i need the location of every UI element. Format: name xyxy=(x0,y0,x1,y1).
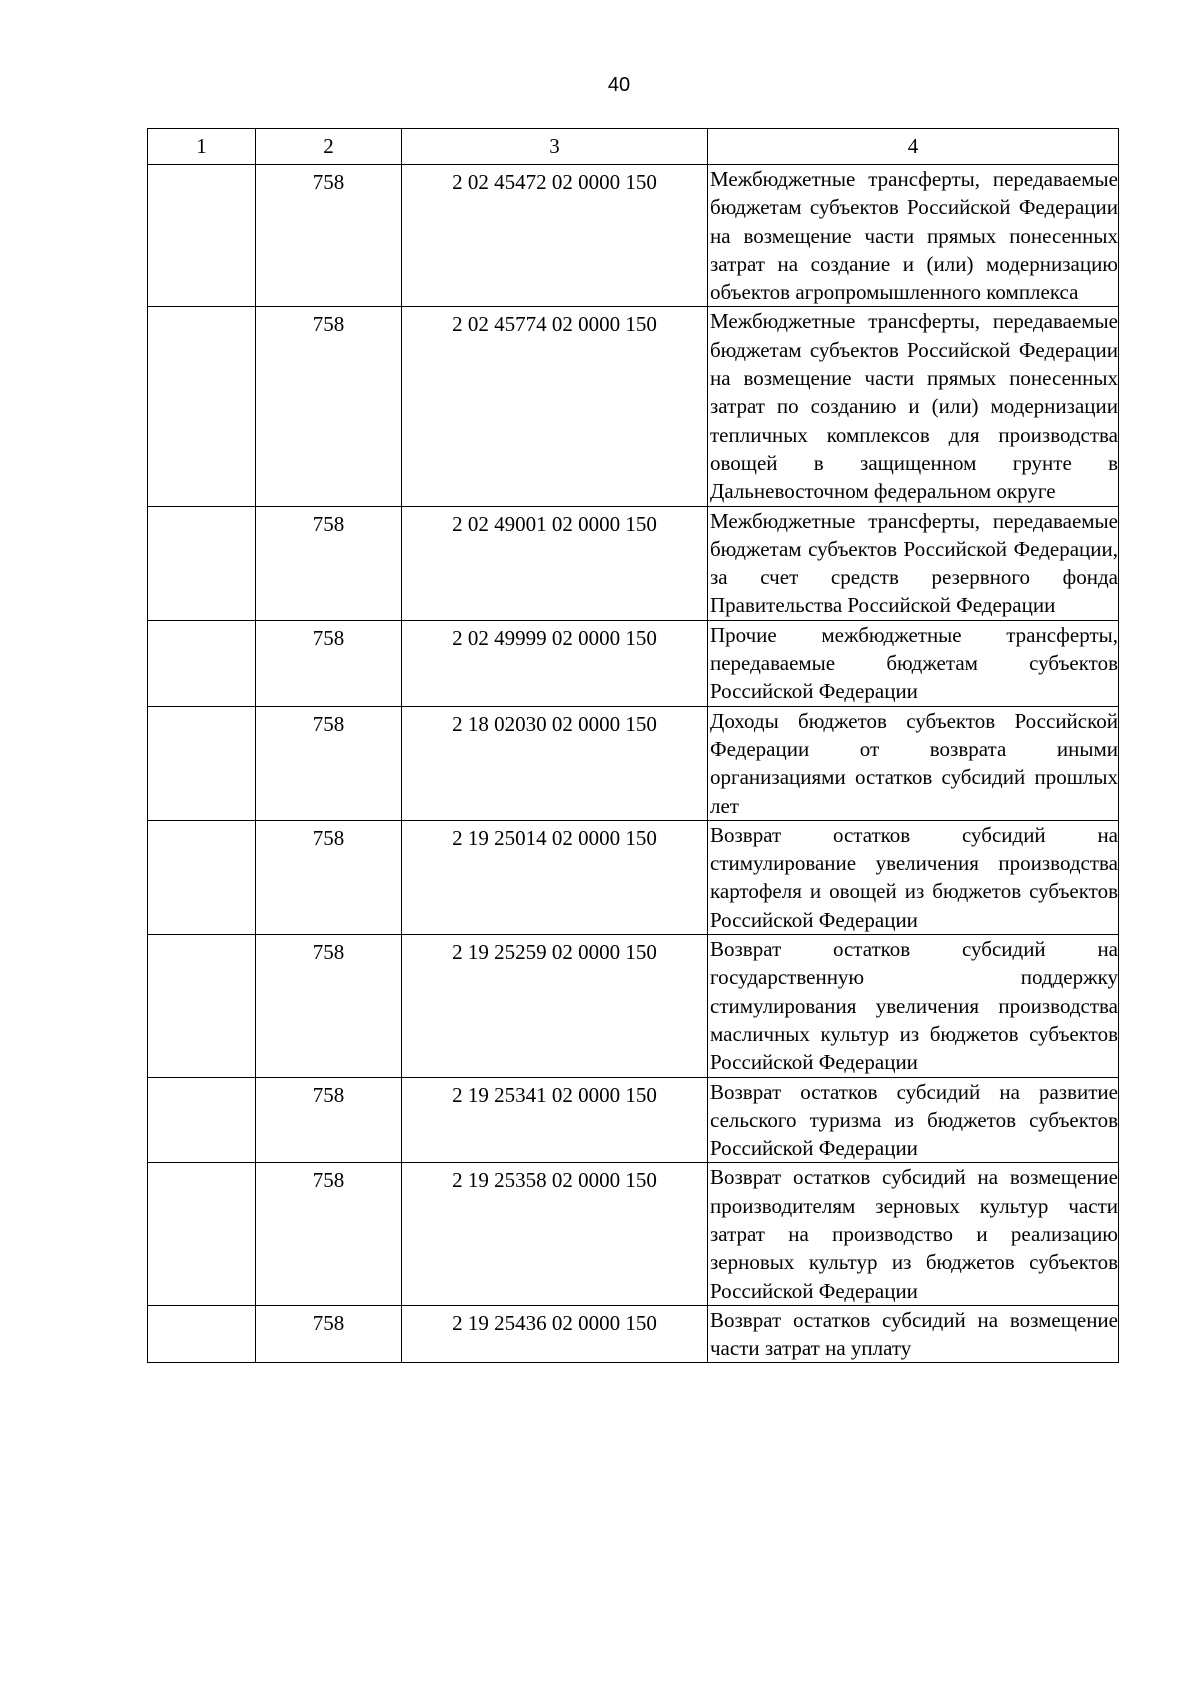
description-text: Межбюджетные трансферты, передаваемые бюджетам субъектов Российской Федерации на возмещение части прямых понесенных затрат по созданию и (или) модернизации тепличных комплексов для производства овощей в защищенном грунте в Дальневосточном федеральном округе xyxy=(710,309,1118,504)
admin-code-cell: 758 xyxy=(256,820,402,934)
row-empty-cell xyxy=(148,620,256,706)
row-empty-cell xyxy=(148,820,256,934)
budget-code-cell: 2 19 25358 02 0000 150 xyxy=(402,1163,708,1305)
description-cell xyxy=(708,506,1119,620)
budget-code-cell: 2 02 49001 02 0000 150 xyxy=(402,506,708,620)
description-cell xyxy=(708,307,1119,506)
column-header-1: 1 xyxy=(148,129,256,165)
table-header-row xyxy=(148,129,1119,165)
budget-codes-table xyxy=(147,128,1119,1363)
admin-code-cell: 758 xyxy=(256,935,402,1077)
row-empty-cell xyxy=(148,935,256,1077)
description-text: Возврат остатков субсидий на возмещение производителям зерновых культур части затрат на производство и реализацию зерновых культур из бюджетов субъектов Российской Федерации xyxy=(710,1165,1118,1303)
table-row xyxy=(148,706,1119,820)
admin-code-cell: 758 xyxy=(256,706,402,820)
budget-code-cell: 2 02 45774 02 0000 150 xyxy=(402,307,708,506)
budget-code-cell: 2 19 25014 02 0000 150 xyxy=(402,820,708,934)
description-cell xyxy=(708,706,1119,820)
admin-code-cell: 758 xyxy=(256,1077,402,1163)
budget-code-cell: 2 02 49999 02 0000 150 xyxy=(402,620,708,706)
admin-code-cell: 758 xyxy=(256,1305,402,1363)
budget-code-cell: 2 19 25259 02 0000 150 xyxy=(402,935,708,1077)
description-cell xyxy=(708,1305,1119,1363)
budget-code-cell: 2 19 25341 02 0000 150 xyxy=(402,1077,708,1163)
table-row xyxy=(148,1163,1119,1305)
column-header-4: 4 xyxy=(708,129,1119,165)
description-text: Межбюджетные трансферты, передаваемые бюджетам субъектов Российской Федерации, за счет средств резервного фонда Правительства Российской Федерации xyxy=(710,508,1118,618)
description-cell xyxy=(708,935,1119,1077)
budget-code-cell: 2 18 02030 02 0000 150 xyxy=(402,706,708,820)
description-text: Межбюджетные трансферты, передаваемые бюджетам субъектов Российской Федерации на возмещение части прямых понесенных затрат на создание и (или) модернизацию объектов агропромышленного комплекса xyxy=(710,167,1118,305)
table-row xyxy=(148,165,1119,307)
description-cell xyxy=(708,620,1119,706)
row-empty-cell xyxy=(148,1305,256,1363)
description-text: Возврат остатков субсидий на государственную поддержку стимулирования увеличения производства масличных культур из бюджетов субъектов Российской Федерации xyxy=(710,937,1118,1075)
budget-code-cell: 2 02 45472 02 0000 150 xyxy=(402,165,708,307)
table-row xyxy=(148,820,1119,934)
description-cell xyxy=(708,165,1119,307)
row-empty-cell xyxy=(148,307,256,506)
description-cell xyxy=(708,1163,1119,1305)
admin-code-cell: 758 xyxy=(256,1163,402,1305)
table-row xyxy=(148,1077,1119,1163)
description-cell xyxy=(708,1077,1119,1163)
row-empty-cell xyxy=(148,1163,256,1305)
description-text: Возврат остатков субсидий на стимулирование увеличения производства картофеля и овощей из бюджетов субъектов Российской Федерации xyxy=(710,822,1118,932)
row-empty-cell xyxy=(148,165,256,307)
table-row xyxy=(148,620,1119,706)
table-row xyxy=(148,1305,1119,1363)
row-empty-cell xyxy=(148,1077,256,1163)
table-row xyxy=(148,935,1119,1077)
table-row xyxy=(148,307,1119,506)
page-number: 40 xyxy=(607,74,631,96)
admin-code-cell: 758 xyxy=(256,307,402,506)
row-empty-cell xyxy=(148,506,256,620)
description-cell xyxy=(708,820,1119,934)
description-text: Прочие межбюджетные трансферты, передаваемые бюджетам субъектов Российской Федерации xyxy=(710,622,1118,704)
admin-code-cell: 758 xyxy=(256,620,402,706)
description-text: Возврат остатков субсидий на развитие сельского туризма из бюджетов субъектов Российской Федерации xyxy=(710,1079,1118,1161)
admin-code-cell: 758 xyxy=(256,506,402,620)
description-text: Доходы бюджетов субъектов Российской Федерации от возврата иными организациями остатков субсидий прошлых лет xyxy=(710,708,1118,818)
column-header-2: 2 xyxy=(256,129,402,165)
budget-code-cell: 2 19 25436 02 0000 150 xyxy=(402,1305,708,1363)
table-row xyxy=(148,506,1119,620)
admin-code-cell: 758 xyxy=(256,165,402,307)
description-text: Возврат остатков субсидий на возмещение части затрат на уплату xyxy=(710,1307,1118,1361)
column-header-3: 3 xyxy=(402,129,708,165)
row-empty-cell xyxy=(148,706,256,820)
